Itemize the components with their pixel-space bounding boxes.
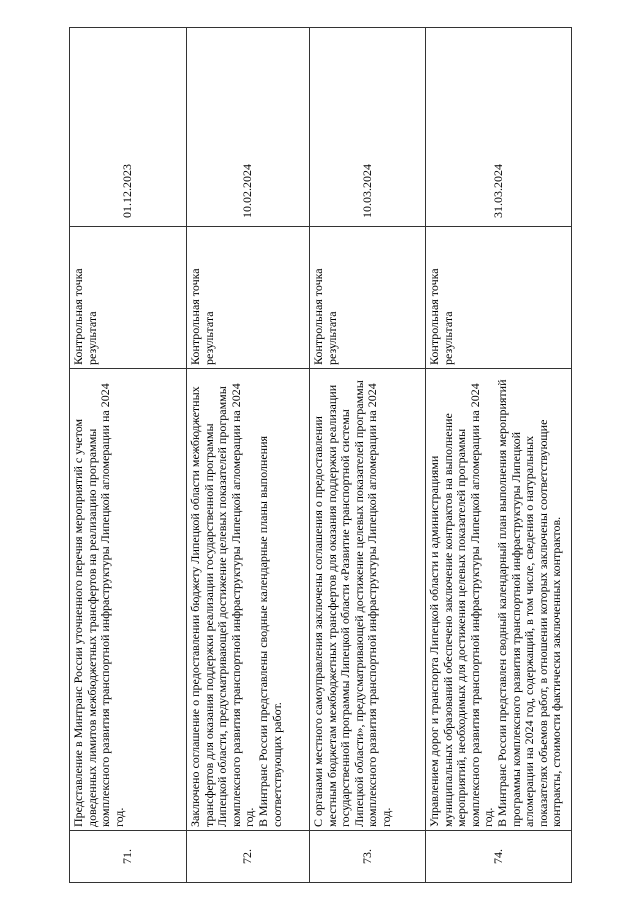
rotated-table-container bbox=[69, 61, 571, 883]
event-type: Контрольная точка результата bbox=[426, 227, 572, 369]
row-number: 72. bbox=[187, 831, 310, 883]
row-number: 73. bbox=[310, 831, 426, 883]
table-row bbox=[187, 28, 310, 883]
event-date: 10.03.2024 bbox=[310, 28, 426, 227]
description-paragraph: В Минтранс России представлен сводный календарный план выполнения мероприятий программы комплексного развития транспортной инфраструктуры Липецкой агломерации на 2024 год, содержащий, в том числе, сведения о натуральных показателях объемов работ, в отношении которых заключены соответствующие контракты, стоимости фактически заключенных контрактов. bbox=[494, 379, 564, 827]
table-row bbox=[70, 28, 187, 883]
description-paragraph: Представление в Минтранс России уточненного перечня мероприятий с учетом доведенных лимитов межбюджетных трансфертов на реализацию программы комплексного развития транспортной инфраструктуры Липецкой агломерации на 2024 год. bbox=[71, 383, 126, 827]
row-number: 71. bbox=[70, 831, 187, 883]
event-date: 10.02.2024 bbox=[187, 28, 310, 227]
event-type: Контрольная точка результата bbox=[187, 227, 310, 369]
table-row bbox=[426, 28, 572, 883]
event-description bbox=[310, 369, 426, 831]
event-type: Контрольная точка результата bbox=[70, 227, 187, 369]
event-description bbox=[70, 369, 187, 831]
row-number: 74. bbox=[426, 831, 572, 883]
event-type: Контрольная точка результата bbox=[310, 227, 426, 369]
table-row bbox=[310, 28, 426, 883]
checkpoints-table bbox=[69, 27, 572, 883]
event-date: 31.03.2024 bbox=[426, 28, 572, 227]
event-description bbox=[426, 369, 572, 831]
event-description bbox=[187, 369, 310, 831]
event-date: 01.12.2023 bbox=[70, 28, 187, 227]
description-paragraph: Заключено соглашение о предоставлении бюджету Липецкой области межбюджетных трансфертов для оказания поддержки реализации государственной программы Липецкой области, предусматривающей достижение целевых показателей программы комплексного развития транспортной инфраструктуры Липецкой агломерации на 2024 год. bbox=[188, 383, 257, 827]
description-paragraph: Управлением дорог и транспорта Липецкой области и администрациями муниципальных образований обеспечено заключение контрактов на выполнение мероприятий, необходимых для достижения целевых показателей программы комплексного развития транспортной инфраструктуры Липецкой агломерации на 2024 год. bbox=[427, 383, 496, 827]
description-paragraph: С органами местного самоуправления заключены соглашения о предоставлении местным бюджетам межбюджетных трансфертов для оказания поддержки реализации государственной программы Липецкой области «Развитие транспортной системы Липецкой области», предусматривающей достижение целевых показателей программы комплексного развития транспортной инфраструктуры Липецкой агломерации на 2024 год. bbox=[311, 380, 393, 827]
description-paragraph: В Минтранс России представлены сводные календарные планы выполнения соответствующих работ. bbox=[255, 435, 284, 827]
